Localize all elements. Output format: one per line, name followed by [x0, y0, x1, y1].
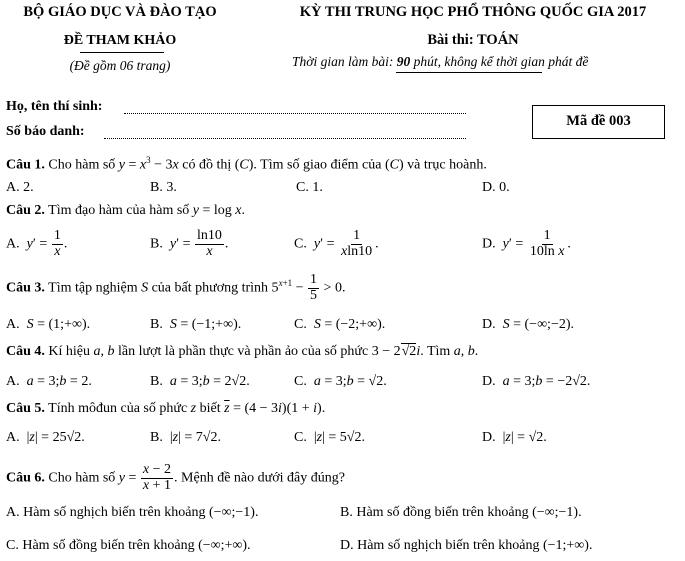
question-4-option-c[interactable]: C. a = 3;b = √2.: [294, 374, 387, 389]
question-1-label: Câu 1.: [6, 157, 45, 173]
candidate-id-label: Số báo danh:: [6, 124, 85, 139]
question-5-option-b[interactable]: B. |z| = 7√2.: [150, 430, 221, 445]
question-2-label: Câu 2.: [6, 203, 45, 218]
question-6-option-d[interactable]: D. Hàm số nghịch biến trên khoảng (−1;+∞).: [340, 538, 593, 553]
page-count: (Đề gồm 06 trang): [69, 58, 171, 73]
question-4-option-d[interactable]: D. a = 3;b = −2√2.: [482, 374, 591, 389]
question-2-stem: Câu 2. Tìm đạo hàm của hàm số y = log x.: [6, 203, 246, 218]
question-5-option-d[interactable]: D. |z| = √2.: [482, 430, 547, 445]
question-3-option-a[interactable]: A. S = (1;+∞).: [6, 317, 91, 332]
question-1-option-a[interactable]: A. 2.: [6, 180, 34, 195]
question-6-option-c[interactable]: C. Hàm số đồng biến trên khoảng (−∞;+∞).: [6, 538, 251, 553]
question-6-option-b[interactable]: B. Hàm số đồng biến trên khoảng (−∞;−1).: [340, 505, 582, 520]
question-1-option-c[interactable]: C. 1.: [296, 180, 323, 195]
time-suffix: phút, không kể thời gian phát đề: [410, 54, 589, 69]
time-info: [292, 54, 588, 70]
time-value: 90: [396, 54, 411, 69]
exam-code-box: [532, 105, 665, 139]
question-4-stem: Câu 4. Kí hiệu a, b lần lượt là phần thực và phần ảo của số phức 3 − 2√2i. Tìm a, b.: [6, 344, 479, 359]
exam-title: KỲ THI TRUNG HỌC PHỔ THÔNG QUỐC GIA 2017: [299, 4, 647, 20]
candidate-name-label: Họ, tên thí sinh:: [6, 99, 103, 114]
header-underline: [396, 72, 542, 73]
question-3-option-c[interactable]: C. S = (−2;+∞).: [294, 317, 386, 332]
question-6-option-a[interactable]: A. Hàm số nghịch biến trên khoảng (−∞;−1).: [6, 505, 259, 520]
question-2-option-a[interactable]: A. y′ = $\frac{1}{x}$ .: [6, 228, 68, 259]
question-4-option-b[interactable]: B. a = 3;b = 2√2.: [150, 374, 250, 389]
question-1-option-b[interactable]: B. 3.: [150, 180, 177, 195]
question-4-option-a[interactable]: A. a = 3;b = 2.: [6, 374, 92, 389]
question-3-option-b[interactable]: B. S = (−1;+∞).: [150, 317, 242, 332]
question-1-stem: Câu 1. Cho hàm số $y = x^3 - 3x$ có đồ thị (C). Tìm số giao điểm của (C) và trục hoành.: [6, 155, 487, 173]
question-4-label: Câu 4.: [6, 344, 45, 359]
question-6-stem: Câu 6. Cho hàm số y = $\frac{x - 2}{x + 1}$ . Mệnh đề nào dưới đây đúng?: [6, 462, 345, 493]
question-5-option-a[interactable]: A. |z| = 25√2.: [6, 430, 85, 445]
question-2-option-c[interactable]: C. y′ = $\frac{1}{xln10}$ .: [294, 228, 379, 259]
question-3-label: Câu 3.: [6, 280, 45, 296]
exam-code: Mã đề 003: [566, 113, 631, 129]
question-5-option-c[interactable]: C. |z| = 5√2.: [294, 430, 365, 445]
question-2-option-b[interactable]: B. y′ = $\frac{\ln 10}{x}$ .: [150, 228, 229, 259]
question-5-stem: Câu 5. Tính môđun của số phức z biết $\overline{z} = (4 - 3i)(1 + i)$.: [6, 401, 326, 416]
candidate-id-field[interactable]: [104, 138, 466, 139]
candidate-name-field[interactable]: [124, 113, 466, 114]
ministry-title: BỘ GIÁO DỤC VÀ ĐÀO TẠO: [23, 4, 217, 20]
question-3-option-d[interactable]: D. S = (−∞;−2).: [482, 317, 575, 332]
doc-type: ĐỀ THAM KHẢO: [63, 33, 177, 48]
doc-type-underline: [80, 52, 164, 53]
time-prefix: Thời gian làm bài:: [292, 54, 397, 69]
subject-label: Bài thi: TOÁN: [427, 32, 519, 48]
question-5-label: Câu 5.: [6, 401, 45, 416]
question-2-option-d[interactable]: D. y′ = $\frac{1}{\text{10ln x}}$ .: [482, 228, 571, 259]
question-6-label: Câu 6.: [6, 470, 45, 486]
question-1-option-d[interactable]: D. 0.: [482, 180, 510, 195]
question-3-stem: Câu 3. Tìm tập nghiệm S của bất phương trình $5^{x+1}$ − $\frac{1}{5}$ > 0.: [6, 272, 346, 303]
